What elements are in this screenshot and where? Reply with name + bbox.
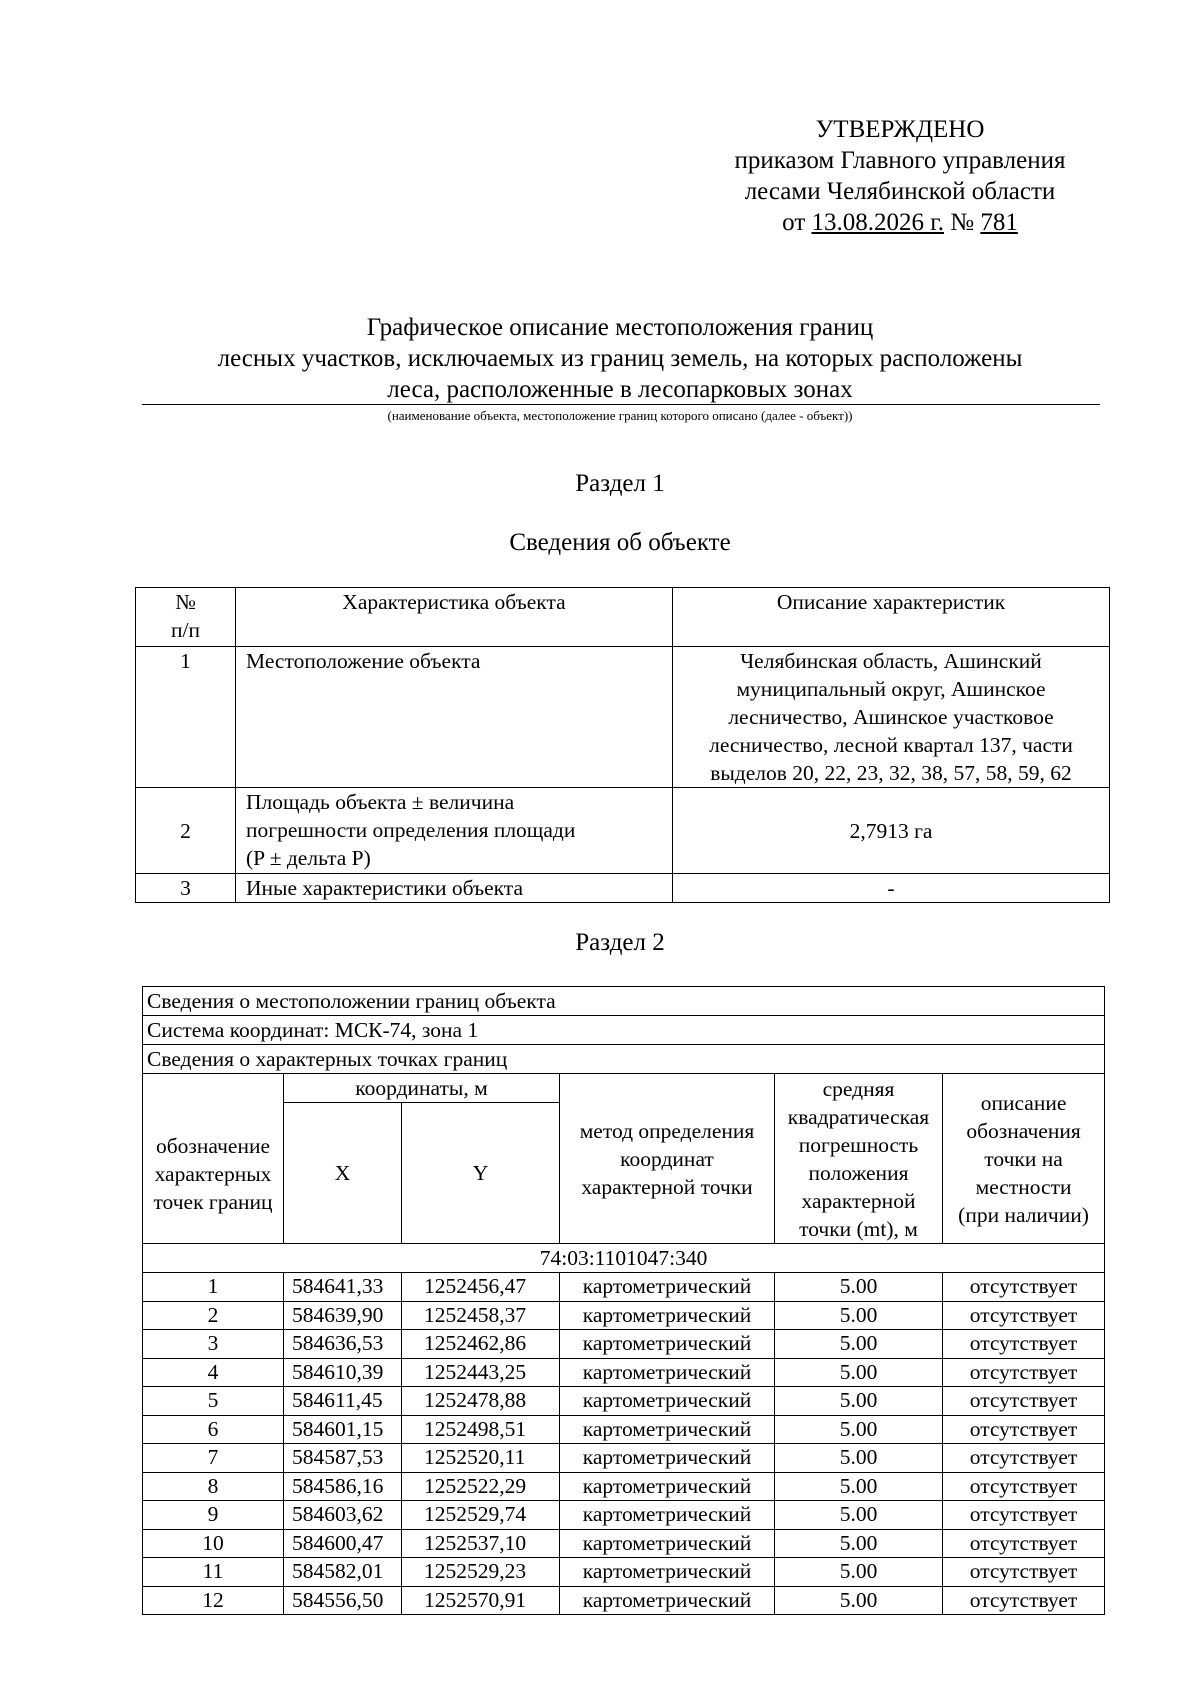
- coord-x: 584641,33: [284, 1273, 402, 1302]
- caption-row: [143, 1016, 1105, 1045]
- method: картометрический: [560, 1558, 775, 1587]
- table-header-row: [136, 588, 1110, 647]
- approval-date-line: [700, 207, 1100, 238]
- error-mt: 5.00: [775, 1301, 943, 1330]
- header-description-line: точки на: [984, 1146, 1063, 1171]
- point-number: 5: [143, 1387, 284, 1416]
- description-line: Челябинская область, Ашинский: [740, 649, 1042, 673]
- method: картометрический: [560, 1301, 775, 1330]
- table-row: [143, 1501, 1105, 1530]
- point-description: отсутствует: [943, 1273, 1105, 1302]
- method: картометрический: [560, 1387, 775, 1416]
- point-number: 8: [143, 1472, 284, 1501]
- method: картометрический: [560, 1330, 775, 1359]
- point-description: отсутствует: [943, 1358, 1105, 1387]
- description-line: лесничество, лесной квартал 137, части: [709, 733, 1073, 757]
- boundary-points-table: [142, 986, 1105, 1615]
- row-description: -: [673, 874, 1110, 903]
- coord-y: 1252522,29: [402, 1472, 560, 1501]
- description-line: лесничество, Ашинское участковое: [728, 705, 1054, 729]
- section1-heading: Раздел 1: [575, 470, 665, 497]
- header-description-line: (при наличии): [958, 1202, 1089, 1227]
- point-description: отсутствует: [943, 1415, 1105, 1444]
- table-row: [143, 1415, 1105, 1444]
- header-method-line: характерной точки: [581, 1174, 753, 1199]
- points-body: [143, 1273, 1105, 1615]
- table-header-row: [143, 1074, 1105, 1103]
- coord-y: 1252529,74: [402, 1501, 560, 1530]
- coord-y: 1252570,91: [402, 1586, 560, 1615]
- point-description: отсутствует: [943, 1387, 1105, 1416]
- row-num: 1: [136, 647, 236, 788]
- table-row: [136, 874, 1110, 903]
- point-description: отсутствует: [943, 1558, 1105, 1587]
- coord-y: 1252498,51: [402, 1415, 560, 1444]
- title-line-1: Графическое описание местоположения границ: [366, 314, 874, 341]
- table-row: [143, 1558, 1105, 1587]
- approval-authority-line: лесами Челябинской области: [744, 178, 1056, 205]
- description-line: выделов 20, 22, 23, 32, 38, 57, 58, 59, 62: [710, 761, 1072, 785]
- header-error: [775, 1074, 943, 1244]
- header-y: Y: [402, 1103, 560, 1244]
- approval-number: 781: [980, 209, 1018, 236]
- error-mt: 5.00: [775, 1273, 943, 1302]
- header-error-line: положения: [808, 1160, 909, 1185]
- coord-x: 584582,01: [284, 1558, 402, 1587]
- method: картометрический: [560, 1444, 775, 1473]
- section2-heading: Раздел 2: [575, 929, 665, 956]
- row-characteristic: Иные характеристики объекта: [236, 874, 673, 903]
- coord-y: 1252458,37: [402, 1301, 560, 1330]
- header-description-line: описание: [980, 1090, 1067, 1115]
- header-num-line-1: №: [175, 590, 196, 614]
- header-error-line: средняя: [822, 1076, 895, 1101]
- error-mt: 5.00: [775, 1387, 943, 1416]
- description-line: муниципальный округ, Ашинское: [736, 677, 1046, 701]
- table-row: [143, 1387, 1105, 1416]
- row-num: 3: [136, 874, 236, 903]
- method: картометрический: [560, 1472, 775, 1501]
- characteristic-line: (P ± дельта P): [246, 846, 371, 870]
- title-line-2: лесных участков, исключаемых из границ земель, на которых расположены: [217, 345, 1023, 372]
- row-characteristic: Местоположение объекта: [236, 647, 673, 788]
- point-description: отсутствует: [943, 1444, 1105, 1473]
- header-method-line: метод определения: [579, 1118, 755, 1143]
- point-number: 2: [143, 1301, 284, 1330]
- point-description: отсутствует: [943, 1586, 1105, 1615]
- coord-x: 584636,53: [284, 1330, 402, 1359]
- header-characteristic: Характеристика объекта: [236, 588, 673, 647]
- header-point-line: характерных: [154, 1161, 272, 1186]
- approval-order-line: приказом Главного управления: [734, 147, 1066, 174]
- caption-row: [143, 1045, 1105, 1074]
- row-num: 2: [136, 788, 236, 874]
- document-title: [140, 312, 1100, 405]
- caption-points: Сведения о характерных точках границ: [143, 1045, 1105, 1074]
- header-num-line-2: п/п: [171, 618, 200, 642]
- method: картометрический: [560, 1586, 775, 1615]
- parcel-number: 74:03:1101047:340: [143, 1244, 1105, 1273]
- coord-x: 584610,39: [284, 1358, 402, 1387]
- coord-x: 584603,62: [284, 1501, 402, 1530]
- caption-row: [143, 987, 1105, 1016]
- table-row: [143, 1330, 1105, 1359]
- title-underline: [142, 404, 1100, 405]
- method: картометрический: [560, 1273, 775, 1302]
- coord-x: 584601,15: [284, 1415, 402, 1444]
- method: картометрический: [560, 1415, 775, 1444]
- table-row: [143, 1472, 1105, 1501]
- point-number: 6: [143, 1415, 284, 1444]
- table-row: [143, 1586, 1105, 1615]
- coord-x: 584600,47: [284, 1529, 402, 1558]
- coord-x: 584556,50: [284, 1586, 402, 1615]
- header-point: [143, 1074, 284, 1244]
- header-coordinates: координаты, м: [284, 1074, 560, 1103]
- approval-block: [700, 114, 1100, 238]
- error-mt: 5.00: [775, 1415, 943, 1444]
- point-number: 3: [143, 1330, 284, 1359]
- parcel-row: [143, 1244, 1105, 1273]
- coord-x: 584587,53: [284, 1444, 402, 1473]
- coord-y: 1252537,10: [402, 1529, 560, 1558]
- header-error-line: точки (mt), м: [799, 1216, 918, 1241]
- header-error-line: погрешность: [798, 1132, 919, 1157]
- section1-subheading: Сведения об объекте: [509, 529, 731, 556]
- header-x: X: [284, 1103, 402, 1244]
- row-description: [673, 647, 1110, 788]
- point-number: 9: [143, 1501, 284, 1530]
- coord-x: 584639,90: [284, 1301, 402, 1330]
- coord-y: 1252456,47: [402, 1273, 560, 1302]
- characteristic-line: погрешности определения площади: [246, 818, 576, 842]
- point-description: отсутствует: [943, 1529, 1105, 1558]
- error-mt: 5.00: [775, 1472, 943, 1501]
- point-number: 11: [143, 1558, 284, 1587]
- coord-y: 1252520,11: [402, 1444, 560, 1473]
- row-description: 2,7913 га: [673, 788, 1110, 874]
- table-row: [136, 788, 1110, 874]
- method: картометрический: [560, 1501, 775, 1530]
- error-mt: 5.00: [775, 1586, 943, 1615]
- header-method-line: координат: [620, 1146, 714, 1171]
- table-row: [143, 1273, 1105, 1302]
- header-num: [136, 588, 236, 647]
- header-description-line: местности: [975, 1174, 1072, 1199]
- point-number: 10: [143, 1529, 284, 1558]
- table-row: [143, 1444, 1105, 1473]
- error-mt: 5.00: [775, 1330, 943, 1359]
- coord-x: 584586,16: [284, 1472, 402, 1501]
- caption-location: Сведения о местоположении границ объекта: [143, 987, 1105, 1016]
- header-method: [560, 1074, 775, 1244]
- header-error-line: квадратическая: [787, 1104, 930, 1129]
- approval-number-prefix: №: [950, 209, 975, 236]
- point-description: отсутствует: [943, 1301, 1105, 1330]
- point-description: отсутствует: [943, 1330, 1105, 1359]
- method: картометрический: [560, 1529, 775, 1558]
- error-mt: 5.00: [775, 1501, 943, 1530]
- point-number: 1: [143, 1273, 284, 1302]
- point-number: 12: [143, 1586, 284, 1615]
- point-description: отсутствует: [943, 1501, 1105, 1530]
- point-description: отсутствует: [943, 1472, 1105, 1501]
- table-row: [143, 1529, 1105, 1558]
- table-row: [136, 647, 1110, 788]
- error-mt: 5.00: [775, 1529, 943, 1558]
- row-characteristic: [236, 788, 673, 874]
- caption-coordinate-system: Система координат: МСК-74, зона 1: [143, 1016, 1105, 1045]
- method: картометрический: [560, 1358, 775, 1387]
- title-note: (наименование объекта, местоположение границ которого описано (далее - объект)): [387, 408, 853, 423]
- coord-y: 1252443,25: [402, 1358, 560, 1387]
- header-description-line: обозначения: [966, 1118, 1081, 1143]
- coord-x: 584611,45: [284, 1387, 402, 1416]
- header-description: [943, 1074, 1105, 1244]
- header-description: Описание характеристик: [673, 588, 1110, 647]
- point-number: 4: [143, 1358, 284, 1387]
- table-row: [143, 1301, 1105, 1330]
- object-info-table: [135, 587, 1110, 903]
- characteristic-line: Площадь объекта ± величина: [246, 790, 515, 814]
- coord-y: 1252529,23: [402, 1558, 560, 1587]
- error-mt: 5.00: [775, 1558, 943, 1587]
- table-row: [143, 1358, 1105, 1387]
- point-number: 7: [143, 1444, 284, 1473]
- coord-y: 1252462,86: [402, 1330, 560, 1359]
- approval-heading: УТВЕРЖДЕНО: [815, 116, 985, 143]
- approval-date: 13.08.2026 г.: [811, 209, 944, 236]
- coord-y: 1252478,88: [402, 1387, 560, 1416]
- error-mt: 5.00: [775, 1444, 943, 1473]
- header-point-line: точек границ: [153, 1189, 273, 1214]
- header-point-line: обозначение: [155, 1133, 271, 1158]
- error-mt: 5.00: [775, 1358, 943, 1387]
- approval-date-prefix: от: [782, 209, 806, 236]
- title-line-3: леса, расположенные в лесопарковых зонах: [387, 376, 853, 403]
- header-error-line: характерной: [801, 1188, 916, 1213]
